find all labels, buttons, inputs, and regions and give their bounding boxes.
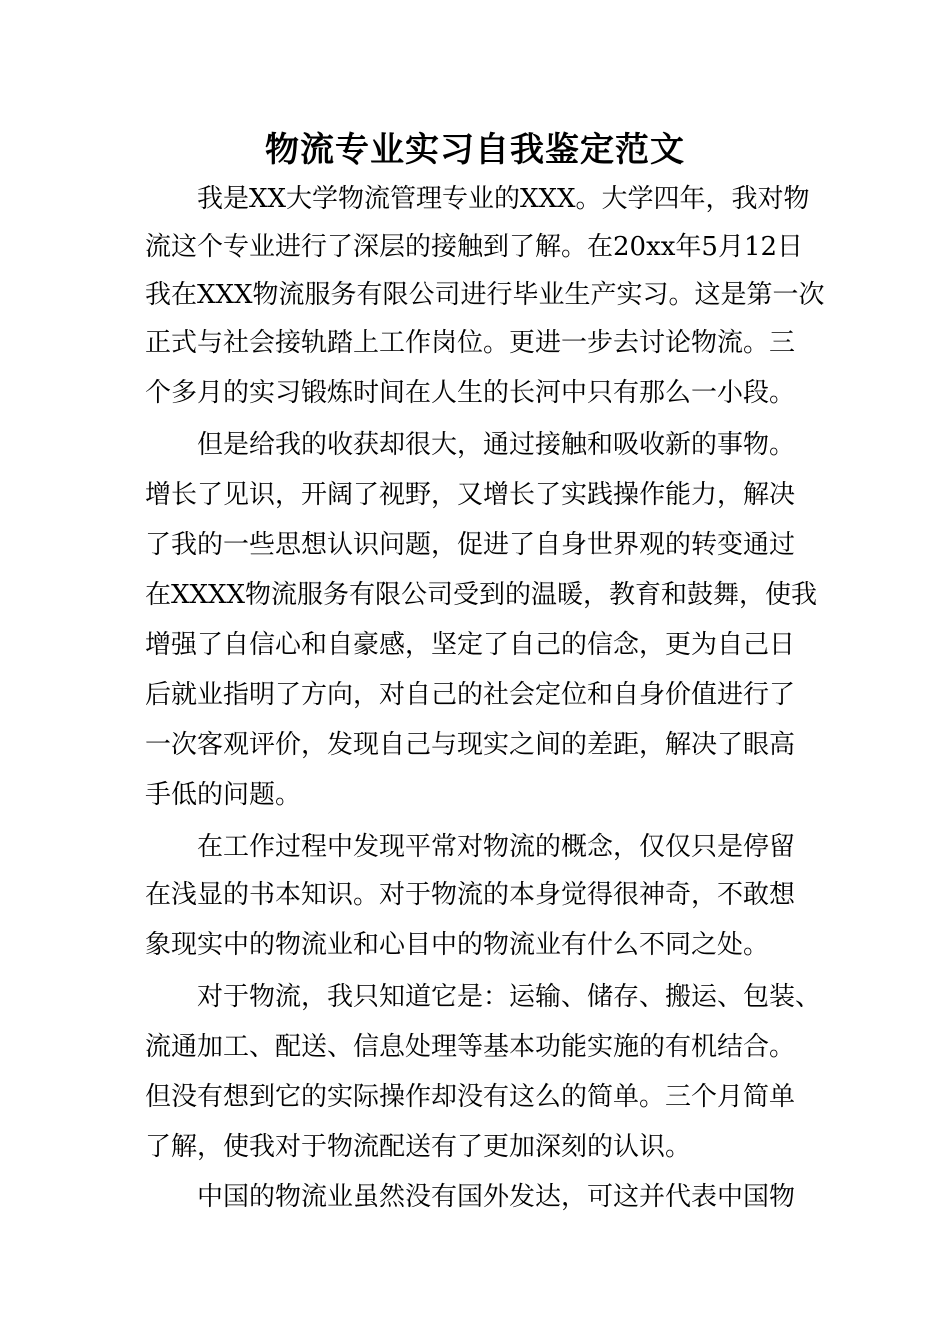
document-title: 物流专业实习自我鉴定范文 <box>265 130 685 170</box>
body-line: 了我的一些思想认识问题，促进了自身世界观的转变通过 <box>145 530 796 560</box>
body-line: 增强了自信心和自豪感，坚定了自己的信念，更为自己日 <box>145 630 796 660</box>
body-line: 后就业指明了方向，对自己的社会定位和自身价值进行了 <box>145 680 796 710</box>
body-line: 手低的问题。 <box>145 780 302 810</box>
body-line: 增长了见识，开阔了视野，又增长了实践操作能力，解决 <box>145 480 796 510</box>
body-line: 了解，使我对于物流配送有了更加深刻的认识。 <box>145 1132 692 1162</box>
body-line: 对于物流，我只知道它是：运输、储存、搬运、包装、 <box>145 982 822 1012</box>
body-line: 在XXXX物流服务有限公司受到的温暖，教育和鼓舞，使我 <box>145 580 818 610</box>
body-line: 但是给我的收获却很大，通过接触和吸收新的事物。 <box>145 430 796 460</box>
body-line: 一次客观评价，发现自己与现实之间的差距，解决了眼高 <box>145 730 796 760</box>
body-line: 在浅显的书本知识。对于物流的本身觉得很神奇，不敢想 <box>145 880 796 910</box>
body-line: 个多月的实习锻炼时间在人生的长河中只有那么一小段。 <box>145 378 796 408</box>
body-line: 在工作过程中发现平常对物流的概念，仅仅只是停留 <box>145 832 796 862</box>
body-line: 我在XXX物流服务有限公司进行毕业生产实习。这是第一次 <box>145 280 825 310</box>
body-line: 流通加工、配送、信息处理等基本功能实施的有机结合。 <box>145 1032 796 1062</box>
body-line: 象现实中的物流业和心目中的物流业有什么不同之处。 <box>145 930 770 960</box>
body-line: 我是XX大学物流管理专业的XXX。大学四年，我对物 <box>145 184 810 214</box>
body-line: 流这个专业进行了深层的接触到了解。在20xx年5月12日 <box>145 232 804 262</box>
body-line: 正式与社会接轨踏上工作岗位。更进一步去讨论物流。三 <box>145 328 796 358</box>
body-line: 中国的物流业虽然没有国外发达，可这并代表中国物 <box>145 1182 796 1212</box>
body-line: 但没有想到它的实际操作却没有这么的简单。三个月简单 <box>145 1082 796 1112</box>
